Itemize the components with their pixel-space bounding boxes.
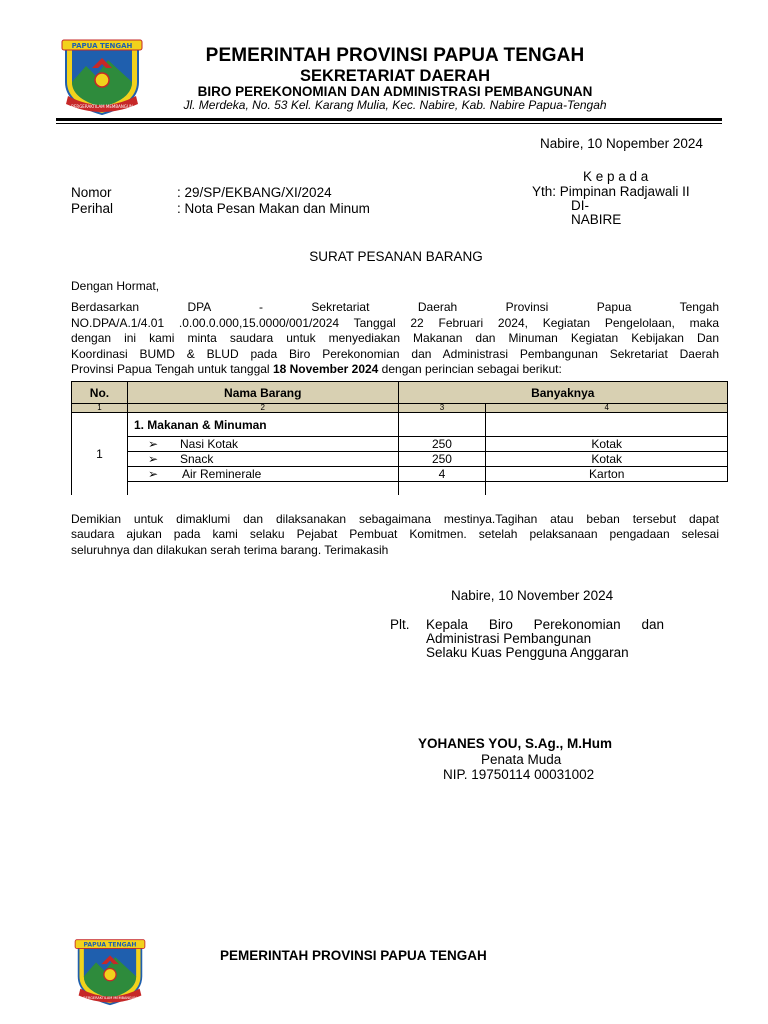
header-rule-thick <box>56 118 722 121</box>
item-unit: Kotak <box>486 437 728 452</box>
recipient-city: NABIRE <box>571 212 622 227</box>
recipient-name: Yth: Pimpinan Radjawali II <box>532 184 690 199</box>
header-address: Jl. Merdeka, No. 53 Kel. Karang Mulia, Kec. Nabire, Kab. Nabire Papua-Tengah <box>183 98 607 112</box>
letter-title: SURAT PESANAN BARANG <box>309 249 483 264</box>
footer-province-logo <box>64 938 156 1006</box>
table-row <box>72 467 728 482</box>
col-number: 1 <box>72 404 128 413</box>
item-name: ➢ Snack <box>127 452 398 467</box>
closing-line-1: Demikian untuk dimaklumi dan dilaksanakan sebagaimana mestinya.Tagihan atau beban tersebut dapat <box>71 512 719 526</box>
arrow-bullet-icon: ➢ <box>147 437 158 451</box>
header-quantity: Banyaknya <box>398 382 727 404</box>
recipient-di: DI- <box>571 198 589 213</box>
header-item-name: Nama Barang <box>127 382 398 404</box>
logo-motto: BERGERAKTILAM MEMBANGUN <box>71 104 133 109</box>
delivery-date: 18 November 2024 <box>272 362 379 377</box>
table-column-number-row <box>72 404 728 413</box>
table-row <box>72 452 728 467</box>
nomor-label: Nomor <box>71 185 112 200</box>
arrow-bullet-icon: ➢ <box>147 452 158 466</box>
body-line-5: Provinsi Papua Tengah untuk tanggal 18 November 2024 dengan perincian sebagai berikut: <box>71 362 562 377</box>
arrow-bullet-icon: ➢ <box>147 467 158 481</box>
signatory-nip: NIP. 19750114 00031002 <box>443 767 595 782</box>
item-unit: Kotak <box>486 452 728 467</box>
item-qty: 250 <box>398 437 486 452</box>
perihal-label: Perihal <box>71 201 114 216</box>
table-row <box>72 482 728 495</box>
item-name: ➢ Nasi Kotak <box>127 437 398 452</box>
signature-date: Nabire, 10 November 2024 <box>451 588 614 603</box>
body-line-1: Berdasarkan DPA - Sekretariat Daerah Provinsi Papua Tengah <box>71 300 719 314</box>
item-qty: 4 <box>398 467 486 482</box>
recipient-kepada: K e p a d a <box>583 169 649 184</box>
table-header-row <box>72 382 728 404</box>
letter-date: Nabire, 10 Nopember 2024 <box>540 136 703 151</box>
footer-logo-motto: BERGERAKTILAM MEMBANGUN <box>83 996 137 1001</box>
footer-logo-banner: PAPUA TENGAH <box>83 941 137 949</box>
closing-paragraph <box>71 512 719 558</box>
item-qty: 250 <box>398 452 486 467</box>
item-name: ➢ Air Reminerale <box>127 467 398 482</box>
closing-line-2: saudara ajukan pada kami selaku Pejabat Pembuat Komitmen. setelah pelaksanaan pengadaan selesai <box>71 527 719 542</box>
body-paragraph <box>71 300 719 378</box>
signature-plt: Plt. <box>390 617 410 632</box>
salutation: Dengan Hormat, <box>71 279 160 293</box>
item-group: 1. Makanan & Minuman <box>127 413 398 437</box>
footer-title: PEMERINTAH PROVINSI PAPUA TENGAH <box>220 948 487 963</box>
body-line-2: NO.DPA/A.1/4.01 .0.00.0.000,15.0000/001/2024 Tanggal 22 Februari 2024, Kegiatan Pengelolaan, maka <box>71 315 719 330</box>
logo-banner: PAPUA TENGAH <box>71 42 133 50</box>
signatory-name: YOHANES YOU, S.Ag., M.Hum <box>418 736 613 751</box>
header-government: PEMERINTAH PROVINSI PAPUA TENGAH <box>205 45 585 66</box>
perihal-value: : Nota Pesan Makan dan Minum <box>177 201 370 216</box>
signature-role-1: Kepala Biro Perekonomian dan <box>426 617 664 632</box>
body-line-3: dengan ini kami minta saudara untuk menyediakan Makanan dan Minuman Kegiatan Kebijakan Dan <box>71 331 719 346</box>
order-table <box>71 381 728 495</box>
header-bureau: BIRO PEREKONOMIAN DAN ADMINISTRASI PEMBANGUNAN <box>197 84 593 99</box>
signatory-rank: Penata Muda <box>481 752 562 767</box>
header-rule-thin <box>56 123 722 124</box>
col-number: 3 <box>398 404 486 413</box>
header-secretariat: SEKRETARIAT DAERAH <box>299 67 491 85</box>
table-row <box>72 413 728 437</box>
item-unit: Karton <box>486 467 728 482</box>
signature-role-2: Administrasi Pembangunan <box>426 631 592 646</box>
body-line-4: Koordinasi BUMD & BLUD pada Biro Perekonomian dan Administrasi Pembangunan Sekretariat Daerah <box>71 346 719 361</box>
header-no: No. <box>72 382 128 404</box>
closing-line-3: seluruhnya dan dilakukan serah terima barang. Terimakasih <box>71 542 389 557</box>
table-row <box>72 437 728 452</box>
row-number: 1 <box>72 413 128 495</box>
col-number: 4 <box>486 404 728 413</box>
col-number: 2 <box>127 404 398 413</box>
province-logo <box>56 38 148 116</box>
nomor-value: : 29/SP/EKBANG/XI/2024 <box>177 185 332 200</box>
signature-role-3: Selaku Kuas Pengguna Anggaran <box>426 645 629 660</box>
